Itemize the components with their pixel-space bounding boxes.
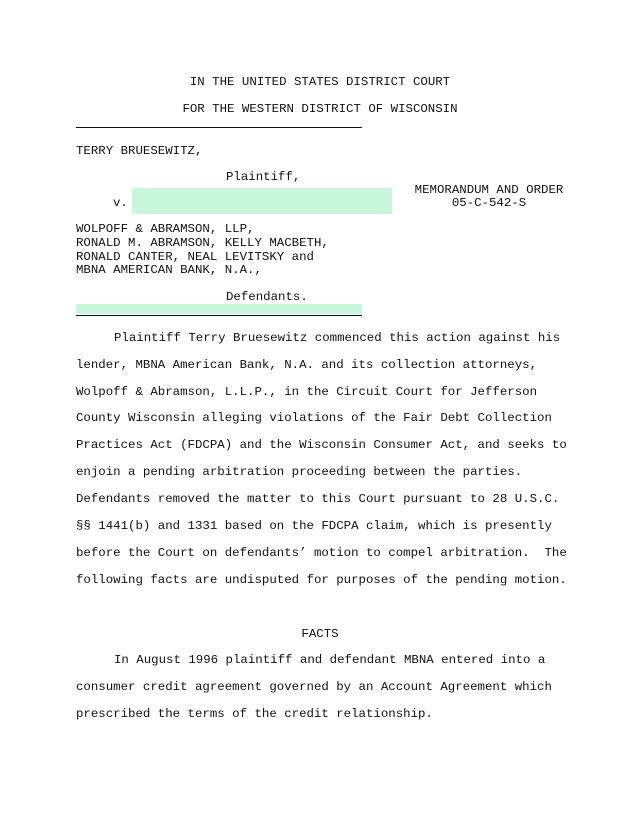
- redaction-highlight: [132, 188, 392, 214]
- caption-top-rule: [76, 127, 362, 128]
- body-line: lender, MBNA American Bank, N.A. and its collection attorneys,: [76, 358, 538, 372]
- court-district: FOR THE WESTERN DISTRICT OF WISCONSIN: [182, 102, 458, 116]
- body-line: Plaintiff Terry Bruesewitz commenced this action against his: [114, 331, 561, 345]
- case-number: 05-C-542-S: [451, 196, 527, 210]
- facts-line: In August 1996 plaintiff and defendant MBNA entered into a: [114, 653, 546, 667]
- versus-label: v.: [113, 196, 128, 210]
- facts-heading: FACTS: [301, 627, 339, 641]
- document-type: MEMORANDUM AND ORDER: [414, 183, 564, 197]
- defendant-line: RONALD M. ABRAMSON, KELLY MACBETH,: [76, 236, 329, 250]
- plaintiff-role: Plaintiff,: [226, 170, 301, 184]
- body-line: enjoin a pending arbitration proceeding between the parties.: [76, 465, 523, 479]
- body-line: Practices Act (FDCPA) and the Wisconsin Consumer Act, and seeks to: [76, 438, 567, 452]
- defendant-line: RONALD CANTER, NEAL LEVITSKY and: [76, 250, 314, 264]
- plaintiff-name: TERRY BRUESEWITZ,: [76, 144, 203, 158]
- defendant-role: Defendants.: [226, 290, 308, 304]
- facts-line: consumer credit agreement governed by an Account Agreement which: [76, 680, 552, 694]
- redaction-highlight: [76, 304, 362, 314]
- court-title: IN THE UNITED STATES DISTRICT COURT: [189, 75, 451, 89]
- body-line: Defendants removed the matter to this Court pursuant to 28 U.S.C.: [76, 492, 560, 506]
- body-line: Wolpoff & Abramson, L.L.P., in the Circuit Court for Jefferson: [76, 385, 538, 399]
- body-line: County Wisconsin alleging violations of the Fair Debt Collection: [76, 411, 552, 425]
- body-line: before the Court on defendants’ motion to compel arbitration. The: [76, 546, 567, 560]
- defendant-line: WOLPOFF & ABRAMSON, LLP,: [76, 222, 255, 236]
- caption-bottom-rule: [76, 315, 362, 316]
- facts-line: prescribed the terms of the credit relationship.: [76, 707, 433, 721]
- body-line: following facts are undisputed for purposes of the pending motion.: [76, 573, 567, 587]
- defendant-line: MBNA AMERICAN BANK, N.A.,: [76, 263, 262, 277]
- body-line: §§ 1441(b) and 1331 based on the FDCPA claim, which is presently: [76, 519, 552, 533]
